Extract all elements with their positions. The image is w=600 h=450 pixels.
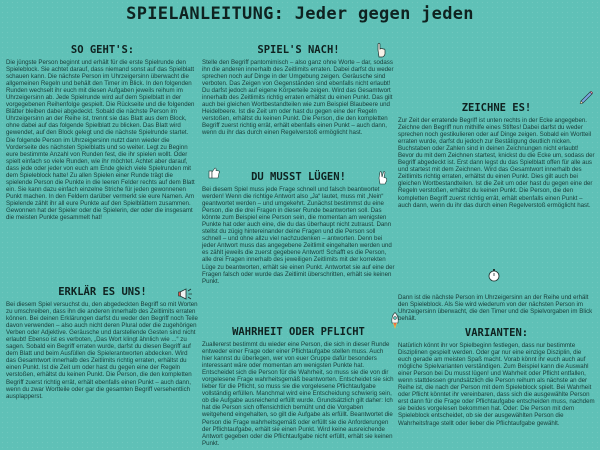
text-spiels-nach: Stelle den Begriff pantomimisch – also ganz ohne Worte – dar, sodass ihn die anderen innerhalb des Zeitlimits erraten. Dabei darfst du weder sprechen noch auf Dinge in der Umgebung zeigen. Geräusche sind verboten. Das Zeigen von Gegenständen sind ebenfalls nicht erlaubt! Du darfst jedoch auf eigene Körperteile zeigen. Wird das Gesamtwort innerhalb des Zeitlimits richtig erraten erhältst du einen Punkt. Das gilt auch bei gleichen Wortbestandteilen wie zum Beispiel Blaubeere und Heidelbeere. Ist die Zeit um oder hast du gegen eine der Regeln verstoßen, erhältst du keinen Punkt. Die Person, die den kompletten Begriff zuerst richtig errät, erhält ebenfalls einen Punkt – auch dann, wenn du ihr das durch einen Regelverstoß ermöglicht hast.	[202, 59, 394, 137]
heading-spiels-nach: SPIEL'S NACH!	[257, 44, 340, 56]
heading-erklaer: ERKLÄR ES UNS!	[58, 286, 147, 298]
page-title: SPIELANLEITUNG: Jeder gegen jeden	[126, 4, 474, 24]
heading-so-gehts: SO GEHT'S:	[70, 44, 135, 56]
peace-hand-icon	[377, 171, 389, 185]
column-right	[398, 44, 595, 448]
section-varianten	[398, 327, 595, 427]
heading-zeichne: ZEICHNE ES!	[461, 102, 532, 114]
text-varianten: Natürlich könnt ihr vor Spielbeginn festlegen, dass nur bestimmte Disziplinen gespielt werden. Oder gar nur eine einzige Disziplin, die euch gerade am meisten Spaß macht. Vorab könnt ihr euch auch auf mögliche Spielvarianten verständigen. Zum Beispiel kann die Auswahl einer Person bei Du musst lügen! und Wahrheit oder Pflicht entfallen, wenn stattdessen grundsätzlich die Person reihum als nächste an der Reihe ist, die nach der Person mit dem Spieleblock spielt. Bei Wahrheit oder Pflicht könntet ihr vereinbaren, dass sich die ausgewählte Person erst dann für die Frage oder Pflichtaufgabe entscheiden muss, nachdem sie beides vorgelesen bekommen hat. Oder: Die Person mit dem Spieleblock entscheidet, ob sie der ausgewählten Person die Wahrheitsfrage stellt oder lieber die Pflichtaufgabe gewählt.	[398, 342, 595, 427]
stopwatch-icon	[487, 268, 501, 282]
section-so-gehts	[6, 44, 199, 221]
heading-wahrheit: WAHRHEIT ODER PFLICHT	[232, 326, 365, 338]
column-left	[6, 44, 199, 448]
heading-luegen: DU MUSST LÜGEN!	[251, 171, 346, 183]
megaphone-icon	[178, 288, 194, 300]
text-zeichne-after: Dann ist die nächste Person im Uhrzeigersinn an der Reihe und erhält den Spieleblock. Als Sie wird wiederum von der nächsten Person im Uhrzeigersinn überwacht, die den Timer und die Spielvorgaben im Blick behält.	[398, 294, 593, 323]
section-spiels-nach	[202, 44, 395, 137]
section-wahrheit	[202, 326, 395, 447]
section-luegen	[202, 171, 395, 285]
section-erklaer	[6, 286, 199, 400]
heading-varianten: VARIANTEN:	[464, 327, 529, 339]
section-zeichne	[398, 102, 595, 209]
text-erklaer: Bei diesem Spiel versuchst du, den abgedeckten Begriff so mit Worten zu umschreiben, dass ihn die anderen innerhalb des Zeitlimits erraten können. Bei deinen Erklärungen darfst du weder den Begriff noch Teile davon verwenden – also auch nicht deren Plural oder die zugehörigen Verben oder Adjektive. Geräusche und darstellende Gesten sind nicht erlaubt! Ebenso ist es verboten, „Das Wort klingt ähnlich wie ...“ zu sagen. Sobald ein Begriff erraten wurde, darfst du diesen Begriff auf dem Blatt und beim Ausfüllen die Spielerantworten abdecken. Wird das Gesamtwort innerhalb des Zeitlimits richtig erraten, erhältst du einen Punkt. Ist die Zeit um oder hast du gegen eine der Regeln verstoßen, erhältst du keinen Punkt. Die Person, die den kompletten Begriff zuerst richtig errät, erhält ebenfalls einen Punkt – auch dann, wenn du zwar Wortteile oder gar die gesamten Begriff versehentlich ausplapperst.	[6, 301, 198, 400]
column-middle	[202, 44, 395, 448]
text-wahrheit: Zuallererst bestimmt du wieder eine Person, die sich in dieser Runde entweder einer Frage oder einer Pflichtaufgabe stellen muss. Auch hier kannst du überlegen, wer von euer Gruppe dafür besonders interessant wäre oder momentan am wenigsten Punkte hat. Entscheidet sich die Person für die Wahrheit, so muss sie die von dir vorgelesene Frage wahrheitsgemäß beantworten. Entscheidet sie sich lieber für die Pflicht, so muss sie die vorgelesene Pflichtaufgabe vollständig erfüllen. Manchmal wird eine Entscheidung schwierig sein, ob die Aufgabe ausreichend erfüllt wurde. Grundsätzlich gilt daher: Ich hat die Person sich offensichtlich bemüht und die Vorgaben weitgehend eingehalten, so gilt die Aufgabe als erfüllt. Beantwortet die Person die Frage wahrheitsgemäß oder erfüllt sie die Anforderungen der Pflichtaufgabe, erhält sie einen Punkt. Wird keine ausreichende Antwort gegeben oder die Pflichtaufgabe nicht erfüllt, erhält sie keinen Punkt.	[202, 341, 394, 447]
pencil-icon	[578, 88, 594, 104]
text-luegen: Bei diesem Spiel muss jede Frage schnell und falsch beantwortet werden! Wenn die richtige Antwort also „Ja“ lautet, muss mit „Nein“ geantwortet werden – und umgekehrt. Zunächst bestimmst du eine Person, die die drei Fragen in dieser Runde beantworten soll. Das könnte zum Beispiel eine Person sein, die momentan am wenigsten Punkte hat oder auch eine, die du das überhaupt nicht zutraust. Dann stellst du zügig hintereinander deine Fragen und die Person soll schnell – und ohne allzu viel nachzudenken – antworten. Denn bei jeder Antwort muss das angegebene Zeitlimit eingehalten werden und es zählt jeweils die zuerst gegebene Antwort! Schafft es die Person, alle drei Fragen innerhalb des jeweiligen Zeitlimits mit der korrekten Lüge zu beantworten, erhält sie einen Punkt. Antwortet sie auf eine der Fragen falsch oder wurde das Zeitlimit überschritten, erhält sie keinen Punkt.	[202, 186, 395, 285]
section-zeichne-after	[398, 294, 595, 322]
text-zeichne: Zur Zeit der erratende Begriff ist unten rechts in der Ecke angegeben. Zeichne den Begriff nun mithilfe eines Stiftes! Dabei darfst du weder sprechen noch gestikulieren oder auf Dinge zeigen. Sobald ein Wortteil erraten wurde, darfst du jedoch zur Bestätigung deutlich nicken. Buchstaben oder Zahlen sind in deinen Zeichnungen nicht erlaubt! Bevor du mit dem Zeichnen startest, knickst du die Ecke um, sodass der Begriff abgedeckt ist. Erst dann legst du das Spielblatt offen für alle aus und startest mit dem Zeichnen. Wird das Gesamtwort innerhalb des Zeitlimits richtig erraten, erhältst du einen Punkt. Dies gilt auch bei gleichen Wortbestandteilen. Ist die Zeit um oder hast du gegen eine der Regeln verstoßen, erhältst du keinen Punkt. Die Person, die den kompletten Begriff zuerst richtig errät, erhält ebenfalls einen Punkt – auch dann, wenn du ihr das durch einen Regelverstoß ermöglicht hast.	[398, 117, 595, 209]
text-so-gehts: Die jüngste Person beginnt und erhält für die erste Spielrunde den Spieleblock. Sie achtet darauf, dass niemand sonst auf das Spielblatt schauen kann. Die nächste Person im Uhrzeigersinn überwacht die allgemeinen Regeln und behält den Timer im Blick. In den folgenden Runden wechselt ihr euch mit diesen Aufgaben jeweils reihum im Uhrzeigersinn ab. Jede Spielrunde wird auf dem Spielblatt in der vorgegebenen Reihenfolge gespielt. Die Rückseite und die folgenden Blätter bleiben dabei abgedeckt. Sobald die nächste Person im Uhrzeigersinn an der Reihe ist, trennt sie das Blatt aus dem Block, ohne dabei auf das folgende Spielblatt zu blicken. Das Blatt wird gewendet, auf den Block gelegt und die nächste Spielrunde startet. Die folgende Person im Uhrzeigersinn nutzt dann wieder die Vorderseite des nächsten Spielblatts und so weiter. Legt zu Beginn eure bestimmte Anzahl von Runden fest, die ihr spielen wollt. Oder spielt einfach so viele Runden, wie ihr möchtet. Achtet aber darauf, dass jede oder jeder von euch am Ende gleich viele Spielrunden mit dem Spieleblock hatte! Zu allen Spielen einer Runde trägt die spielende Person die Punkte in die leeren Felder rechts auf dem Blatt ein. Sie kann dazu einfach einzelne Striche für jeden gewonnenen Punkt machen. In den Feldern darüber vermerkt sie eure Namen. Am Spielende zählt ihr all eure Punkte auf den Spielblättern zusammen. Gewonnen hat der Spieler oder die Spielerin, der oder die insgesamt die meisten Punkte gesammelt hat!	[6, 59, 195, 222]
